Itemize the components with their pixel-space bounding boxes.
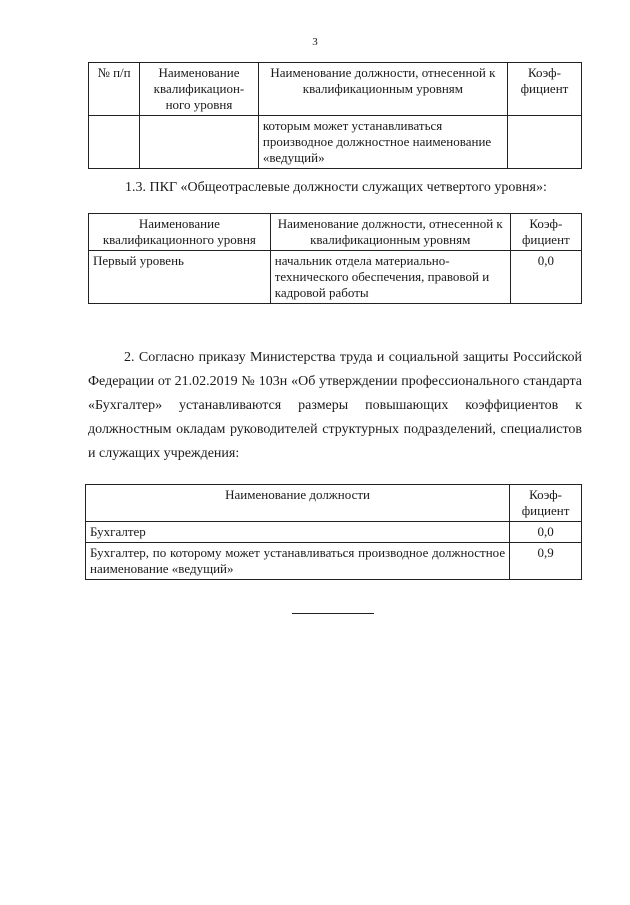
header-level: Наименование квалификационного уровня: [89, 214, 271, 251]
table-row: [89, 251, 582, 304]
table-header-row: [89, 63, 582, 116]
cell-coef: 0,0: [510, 251, 581, 304]
header-num: № п/п: [89, 63, 140, 116]
table-row: [86, 543, 582, 580]
cell-level: [140, 116, 259, 169]
table-header-row: [86, 485, 582, 522]
cell-level: Первый уровень: [89, 251, 271, 304]
header-position: Наименование должности, отнесенной к квалификационным уровням: [258, 63, 507, 116]
cell-position: которым может устанавливаться производное должностное наименование «ведущий»: [258, 116, 507, 169]
table-coefficients-accountant: [85, 484, 582, 580]
cell-coef: 0,9: [510, 543, 582, 580]
cell-coef: [507, 116, 581, 169]
cell-coef: 0,0: [510, 522, 582, 543]
page-number: 3: [312, 36, 318, 48]
header-coef: Коэф-фициент: [507, 63, 581, 116]
header-coef: Коэф-фициент: [510, 485, 582, 522]
header-position: Наименование должности: [86, 485, 510, 522]
table-coefficients-level4: [88, 213, 582, 304]
cell-position: Бухгалтер, по которому может устанавливаться производное должностное наименование «ведущий»: [86, 543, 510, 580]
end-divider: [292, 613, 374, 614]
table-row: [89, 116, 582, 169]
body-paragraph: 2. Согласно приказу Министерства труда и социальной защиты Российской Федерации от 21.02.2019 № 103н «Об утверждении профессионального стандарта «Бухгалтер» устанавливаются размеры повышающих коэффициентов к должностным окладам руководителей структурных подразделений, специалистов и служащих учреждения:: [88, 350, 582, 461]
cell-num: [89, 116, 140, 169]
header-level: Наименование квалификацион-ного уровня: [140, 63, 259, 116]
table-row: [86, 522, 582, 543]
section-heading: 1.3. ПКГ «Общеотраслевые должности служащих четвертого уровня»:: [125, 180, 547, 195]
header-position: Наименование должности, отнесенной к квалификационным уровням: [270, 214, 510, 251]
table-coefficients-level3: [88, 62, 582, 169]
cell-position: Бухгалтер: [86, 522, 510, 543]
cell-position: начальник отдела материально-технического обеспечения, правовой и кадровой работы: [270, 251, 510, 304]
table-header-row: [89, 214, 582, 251]
header-coef: Коэф-фициент: [510, 214, 581, 251]
